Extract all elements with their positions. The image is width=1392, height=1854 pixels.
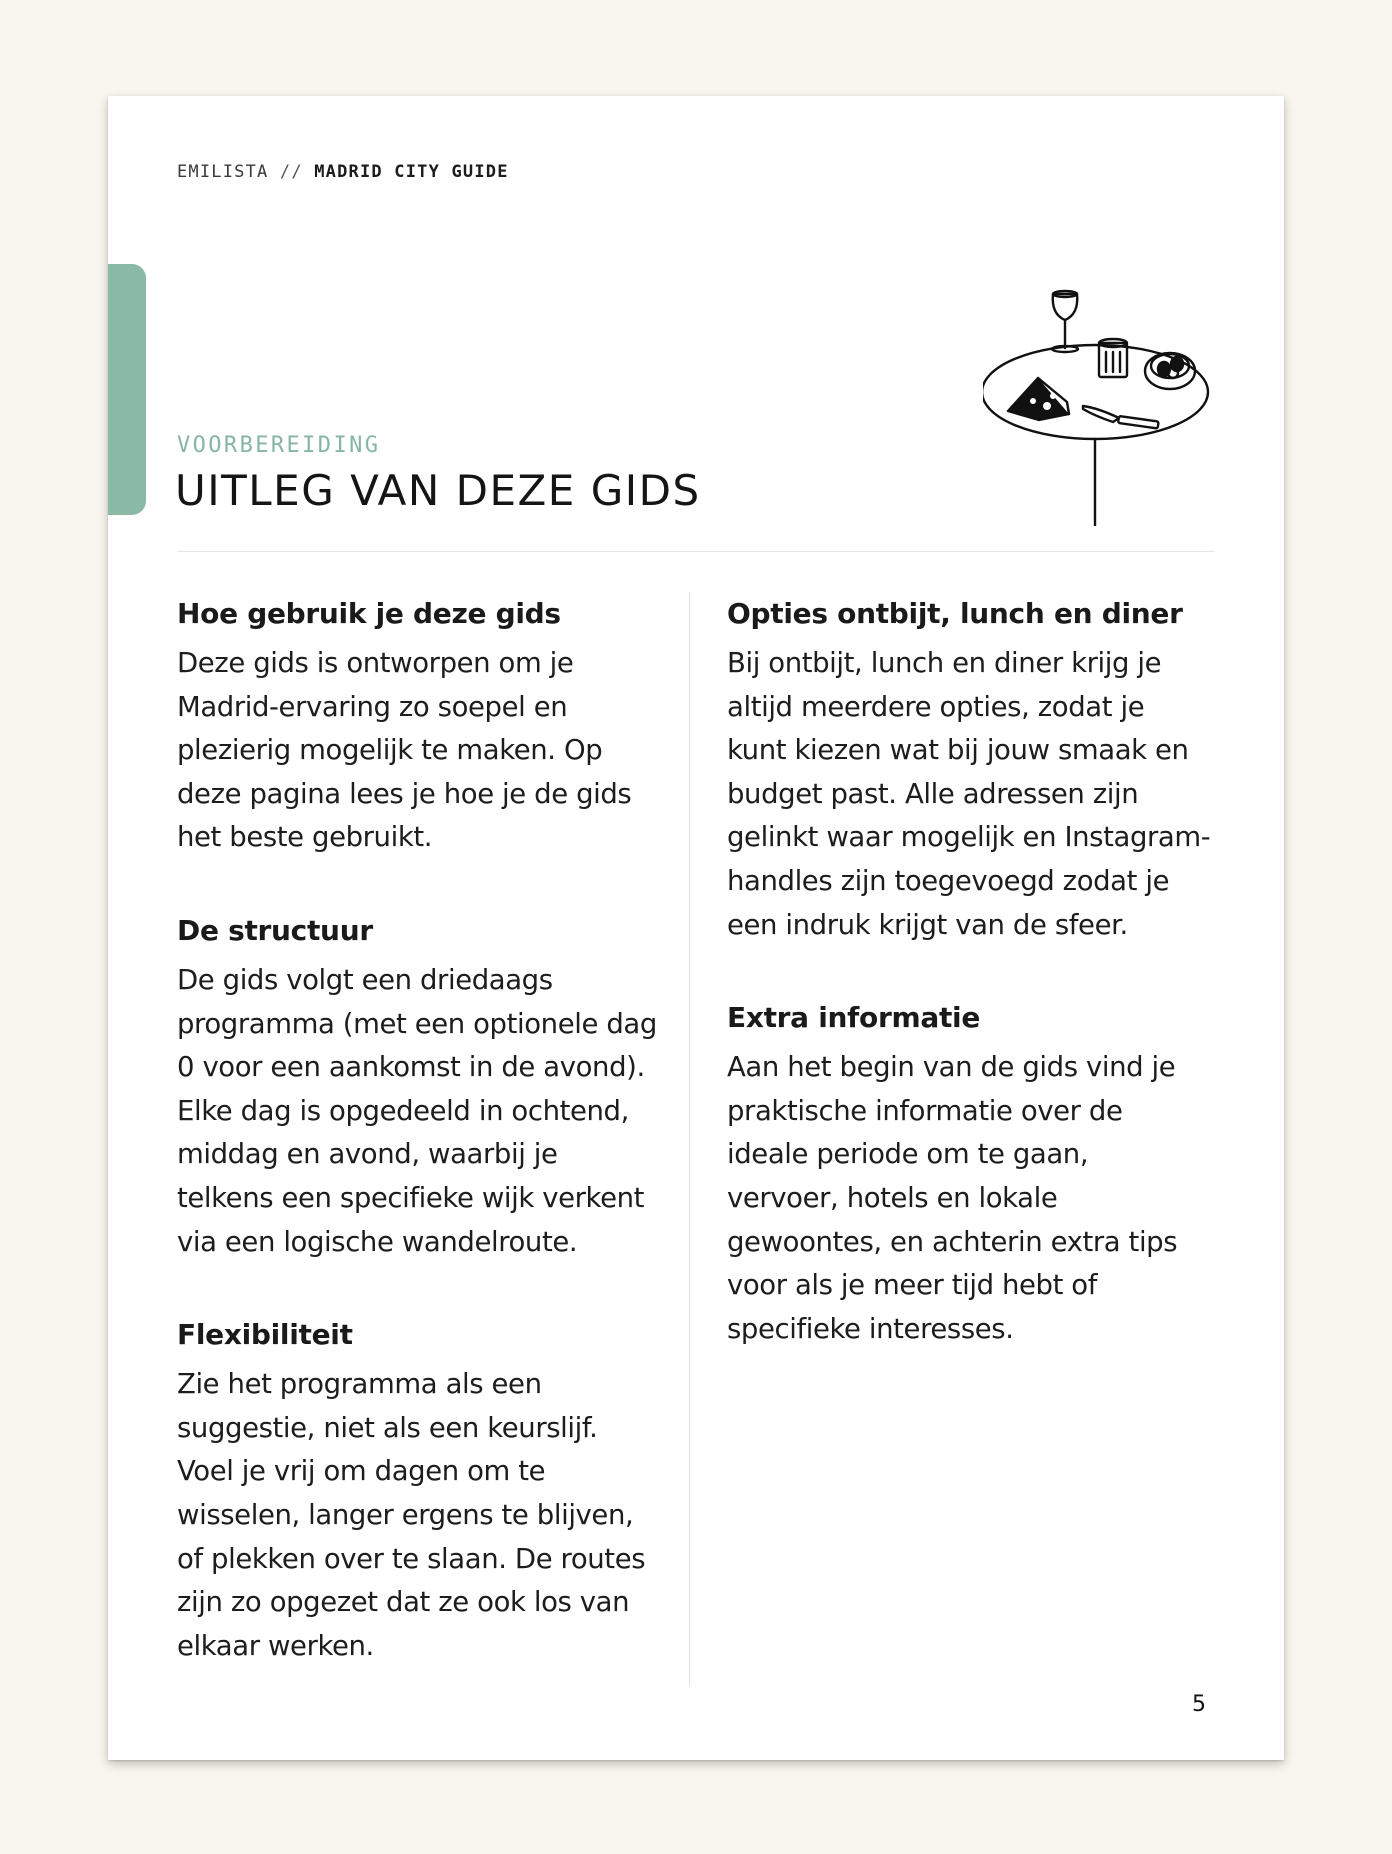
running-header [177,162,509,182]
page-title: UITLEG VAN DEZE GIDS [175,466,701,515]
left-column [177,596,677,1721]
section-flexibility [177,1317,677,1668]
section-heading: Hoe gebruik je deze gids [177,597,561,630]
right-column [727,596,1227,1404]
guide-page [108,96,1284,1760]
guide-title: MADRID CITY GUIDE [314,162,509,182]
section-heading: Extra informatie [727,1001,981,1035]
section-how-to-use [177,596,677,860]
section-heading: Opties ontbijt, lunch en diner [727,597,1183,630]
section-body: Aan het begin van de gids vind je praktische informatie over de ideale periode om te gaan, vervoer, hotels en lokale gewoontes, en achterin extra tips voor als je meer tijd hebt of specifieke interesses. [727,1051,1178,1345]
title-divider [177,551,1215,552]
section-body: De gids volgt een driedaags programma (met een optionele dag 0 voor een aankomst in de avond). Elke dag is opgedeeld in ochtend, middag en avond, waarbij je telkens een specifieke wijk verkent via een logische wandelroute. [177,963,657,1258]
header-separator: // [279,162,303,182]
section-structure [177,913,677,1264]
section-extra-info [727,1000,1227,1351]
page-number: 5 [1192,1692,1206,1717]
section-heading: Flexibiliteit [177,1318,353,1352]
column-divider [689,592,690,1686]
section-body: Zie het programma als een suggestie, niet als een keurslijf. Voel je vrij om dagen om te wisselen, langer ergens te blijven, of plekken over te slaan. De routes zijn zo opgezet dat ze ook los van elkaar werken. [177,1368,646,1662]
section-heading: De structuur [177,913,373,947]
cafe-table-illustration-icon [983,206,1223,526]
section-label: VOORBEREIDING [177,433,381,458]
brand-name: EMILISTA [177,162,269,182]
section-body: Deze gids is ontworpen om je Madrid-ervaring zo soepel en plezierig mogelijk te maken. Op deze pagina lees je hoe je de gids het beste gebruikt. [177,647,632,854]
section-body: Bij ontbijt, lunch en diner krijg je altijd meerdere opties, zodat je kunt kiezen wat bij jouw smaak en budget past. Alle adressen zijn gelinkt waar mogelijk en Instagram- handles zijn toegevoegd zodat je een indruk krijgt van de sfeer. [727,647,1211,941]
section-tab-marker [108,264,146,515]
section-meal-options [727,596,1227,947]
